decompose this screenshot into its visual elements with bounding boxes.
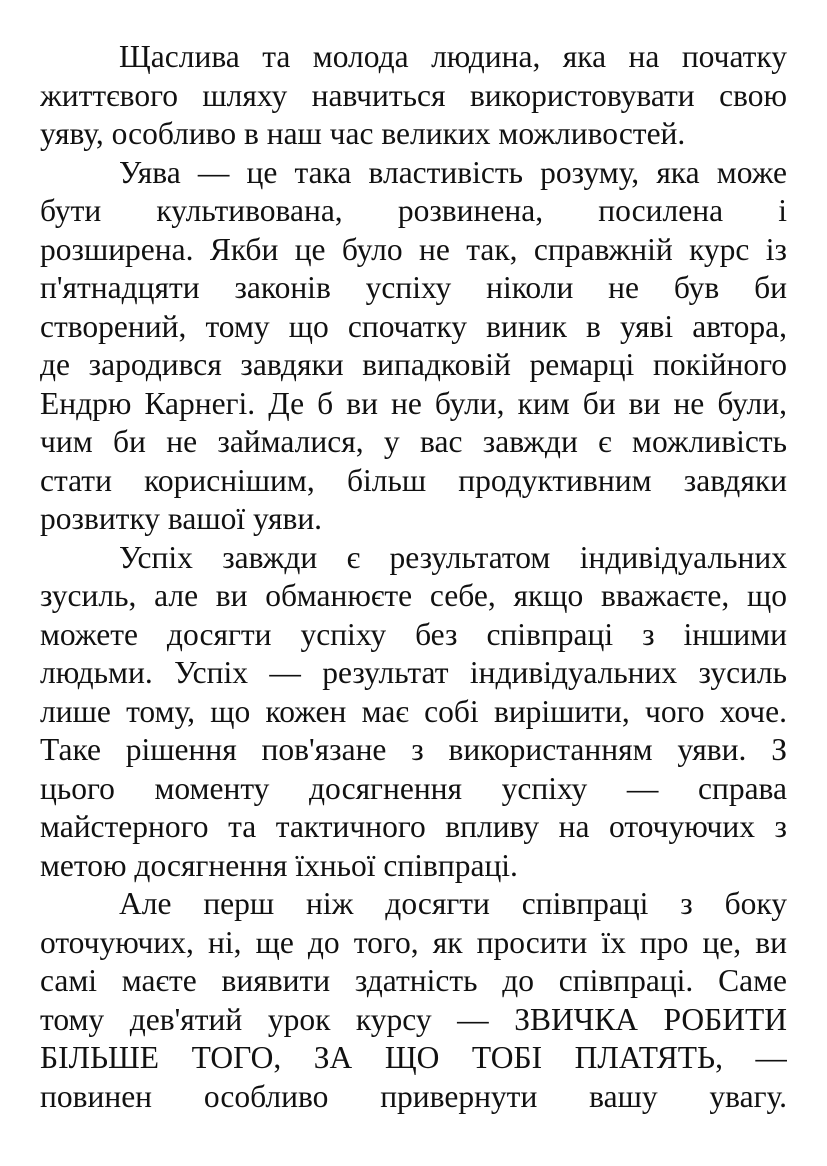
- text-line: майстерного та тактичного впливу на оточуючих з: [40, 809, 787, 844]
- text-line: повинен особливо привернути вашу увагу.: [40, 1078, 787, 1114]
- text-line: людьми. Успіх — результат індивідуальних зусиль: [40, 655, 787, 690]
- text-line: п'ятнадцяти законів успіху ніколи не був би: [40, 270, 787, 305]
- text-line: тому дев'ятий урок курсу — ЗВИЧКА РОБИТИ: [40, 1001, 787, 1037]
- text-line: Успіх завжди є результатом індивідуальних: [119, 539, 787, 575]
- text-line: самі маєте виявити здатність до співпраці. Саме: [40, 963, 787, 998]
- text-line: чим би не займалися, у вас завжди є можливість: [40, 424, 787, 459]
- text-line: Уява — це така властивість розуму, яка може: [119, 154, 787, 190]
- text-line: БІЛЬШЕ ТОГО, ЗА ЩО ТОБІ ПЛАТЯТЬ, —: [40, 1040, 787, 1075]
- text-line: бути культивована, розвинена, посилена і: [40, 193, 787, 228]
- text-line: Ендрю Карнегі. Де б ви не були, ким би ви не були,: [40, 385, 787, 421]
- paragraph-1: [40, 38, 787, 154]
- text-line: метою досягнення їхньої співпраці.: [40, 847, 518, 883]
- text-line: цього моменту досягнення успіху — справа: [40, 770, 787, 806]
- text-line: оточуючих, ні, ще до того, як просити їх про це, ви: [40, 924, 787, 960]
- text-line: зусиль, але ви обманюєте себе, якщо вважаєте, що: [40, 578, 787, 613]
- text-line: Щаслива та молода людина, яка на початку: [119, 39, 787, 74]
- paragraph-2: [40, 154, 787, 539]
- text-line: життєвого шляху навчиться використовувати свою: [40, 77, 787, 113]
- text-line: Але перш ніж досягти співпраці з боку: [119, 886, 787, 921]
- paragraph-3: [40, 539, 787, 886]
- text-line: Таке рішення пов'язане з використанням уяви. З: [40, 732, 787, 767]
- text-line: створений, тому що спочатку виник в уяві автора,: [40, 308, 787, 344]
- text-line: уяву, особливо в наш час великих можливостей.: [40, 116, 686, 151]
- text-line: лише тому, що кожен має собі вирішити, чого хоче.: [40, 693, 787, 729]
- document-page: [40, 38, 787, 1116]
- text-line: можете досягти успіху без співпраці з іншими: [40, 616, 787, 652]
- text-line: розширена. Якби це було не так, справжній курс із: [40, 231, 787, 267]
- text-line: де зародився завдяки випадковій ремарці покійного: [40, 347, 787, 382]
- text-line: стати кориснішим, більш продуктивним завдяки: [40, 462, 787, 498]
- paragraph-4: [40, 885, 787, 1116]
- text-line: розвитку вашої уяви.: [40, 501, 323, 536]
